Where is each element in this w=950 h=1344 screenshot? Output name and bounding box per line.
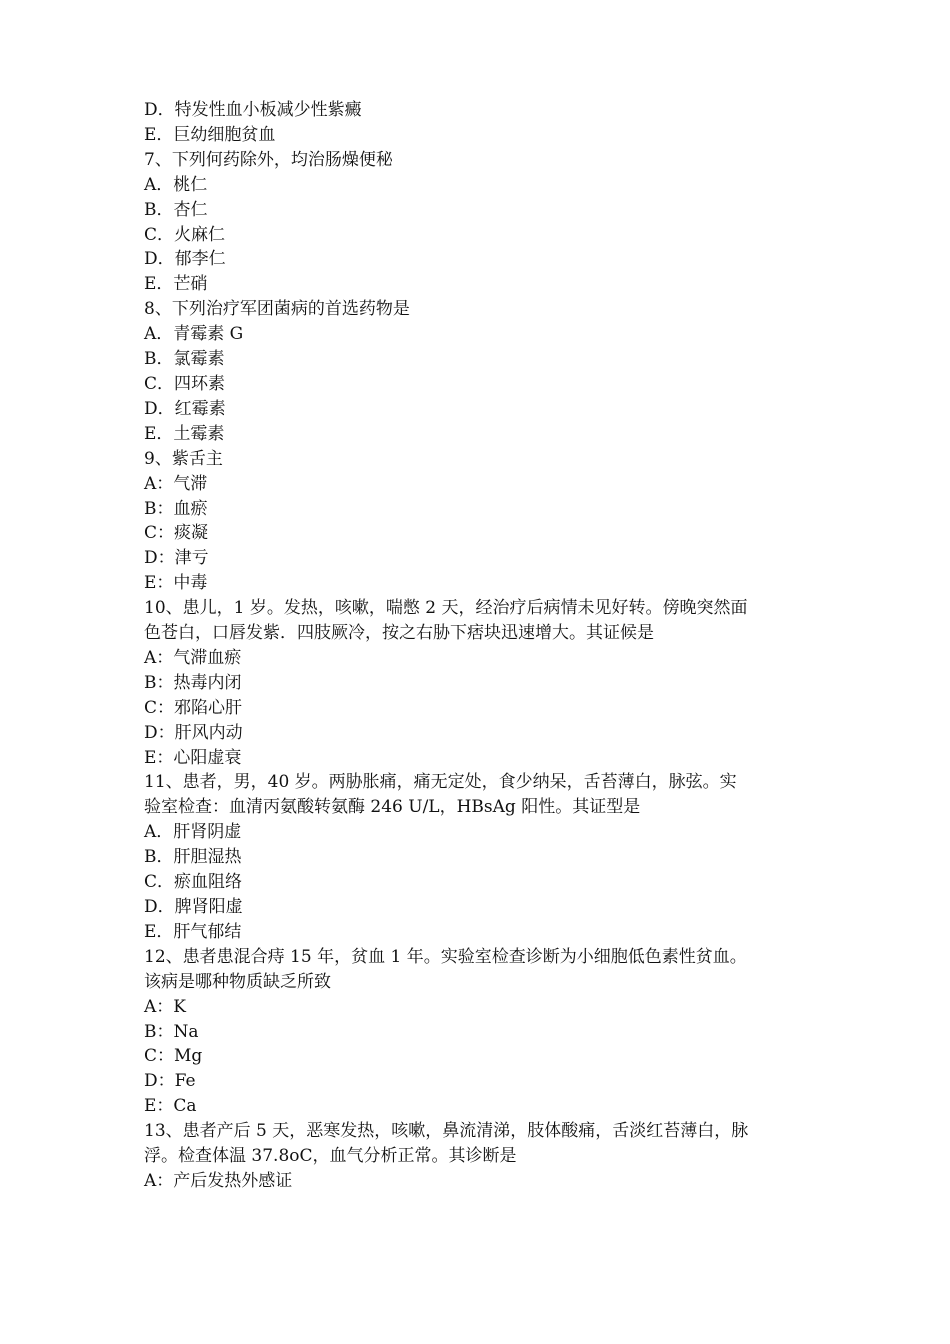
text-line: A：K bbox=[144, 996, 186, 1017]
text-line: B：热毒内闭 bbox=[144, 672, 242, 693]
text-line: 9、紫舌主 bbox=[144, 448, 223, 469]
text-line: 验室检查：血清丙氨酸转氨酶 246 U/L，HBsAg 阳性。其证型是 bbox=[144, 797, 641, 818]
text-line: 浮。检查体温 37.8oC，血气分析正常。其诊断是 bbox=[144, 1146, 517, 1167]
text-line: A：气滞血瘀 bbox=[144, 647, 242, 668]
text-line: 12、患者患混合痔 15 年，贫血 1 年。实验室检查诊断为小细胞低色素性贫血。 bbox=[144, 946, 747, 967]
text-line: C：邪陷心肝 bbox=[144, 697, 243, 718]
text-line: D．脾肾阳虚 bbox=[144, 897, 243, 917]
text-line: 8、下列治疗军团菌病的首选药物是 bbox=[144, 299, 410, 320]
text-line: E：Ca bbox=[144, 1096, 197, 1117]
text-line: 13、患者产后 5 天，恶寒发热，咳嗽，鼻流清涕，肢体酸痛，舌淡红苔薄白，脉 bbox=[144, 1121, 749, 1142]
text-line: A：产后发热外感证 bbox=[144, 1170, 293, 1191]
text-line: B．杏仁 bbox=[144, 199, 208, 220]
text-line: D．红霉素 bbox=[144, 398, 226, 419]
text-line: A．青霉素 G bbox=[144, 324, 244, 345]
document-body bbox=[144, 98, 820, 1194]
text-line: A：气滞 bbox=[144, 473, 208, 494]
text-line: B：Na bbox=[144, 1021, 199, 1042]
text-line: C．瘀血阻络 bbox=[144, 872, 243, 893]
text-line: E．巨幼细胞贫血 bbox=[144, 124, 276, 145]
text-line: D．特发性血小板减少性紫癜 bbox=[144, 100, 362, 120]
text-line: D：Fe bbox=[144, 1071, 196, 1092]
text-line: 该病是哪种物质缺乏所致 bbox=[144, 971, 331, 992]
text-line: E：心阳虚衰 bbox=[144, 747, 242, 768]
text-line: D：肝风内动 bbox=[144, 722, 243, 743]
text-line: E．肝气郁结 bbox=[144, 921, 242, 942]
text-line: 10、患儿，1 岁。发热，咳嗽，喘憋 2 天，经治疗后病情未见好转。傍晚突然面 bbox=[144, 598, 748, 619]
text-line: 色苍白，口唇发紫．四肢厥冷，按之右胁下痞块迅速增大。其证候是 bbox=[144, 623, 654, 644]
text-line: A．肝肾阴虚 bbox=[144, 822, 242, 843]
text-line: C：Mg bbox=[144, 1046, 203, 1067]
text-line: C．四环素 bbox=[144, 373, 226, 394]
text-line: 7、下列何药除外，均治肠燥便秘 bbox=[144, 149, 393, 170]
text-line: B：血瘀 bbox=[144, 498, 208, 519]
text-line: B．氯霉素 bbox=[144, 349, 225, 370]
text-line: A．桃仁 bbox=[144, 174, 208, 195]
text-line: E．芒硝 bbox=[144, 274, 208, 295]
text-line: C．火麻仁 bbox=[144, 224, 226, 245]
text-line: C：痰凝 bbox=[144, 523, 209, 544]
text-line: E：中毒 bbox=[144, 573, 208, 594]
text-line: B．肝胆湿热 bbox=[144, 847, 242, 868]
text-line: E．土霉素 bbox=[144, 423, 225, 444]
text-line: D．郁李仁 bbox=[144, 249, 226, 270]
text-line: D：津亏 bbox=[144, 548, 209, 569]
text-line: 11、患者，男，40 岁。两胁胀痛，痛无定处，食少纳呆，舌苔薄白，脉弦。实 bbox=[144, 772, 737, 793]
